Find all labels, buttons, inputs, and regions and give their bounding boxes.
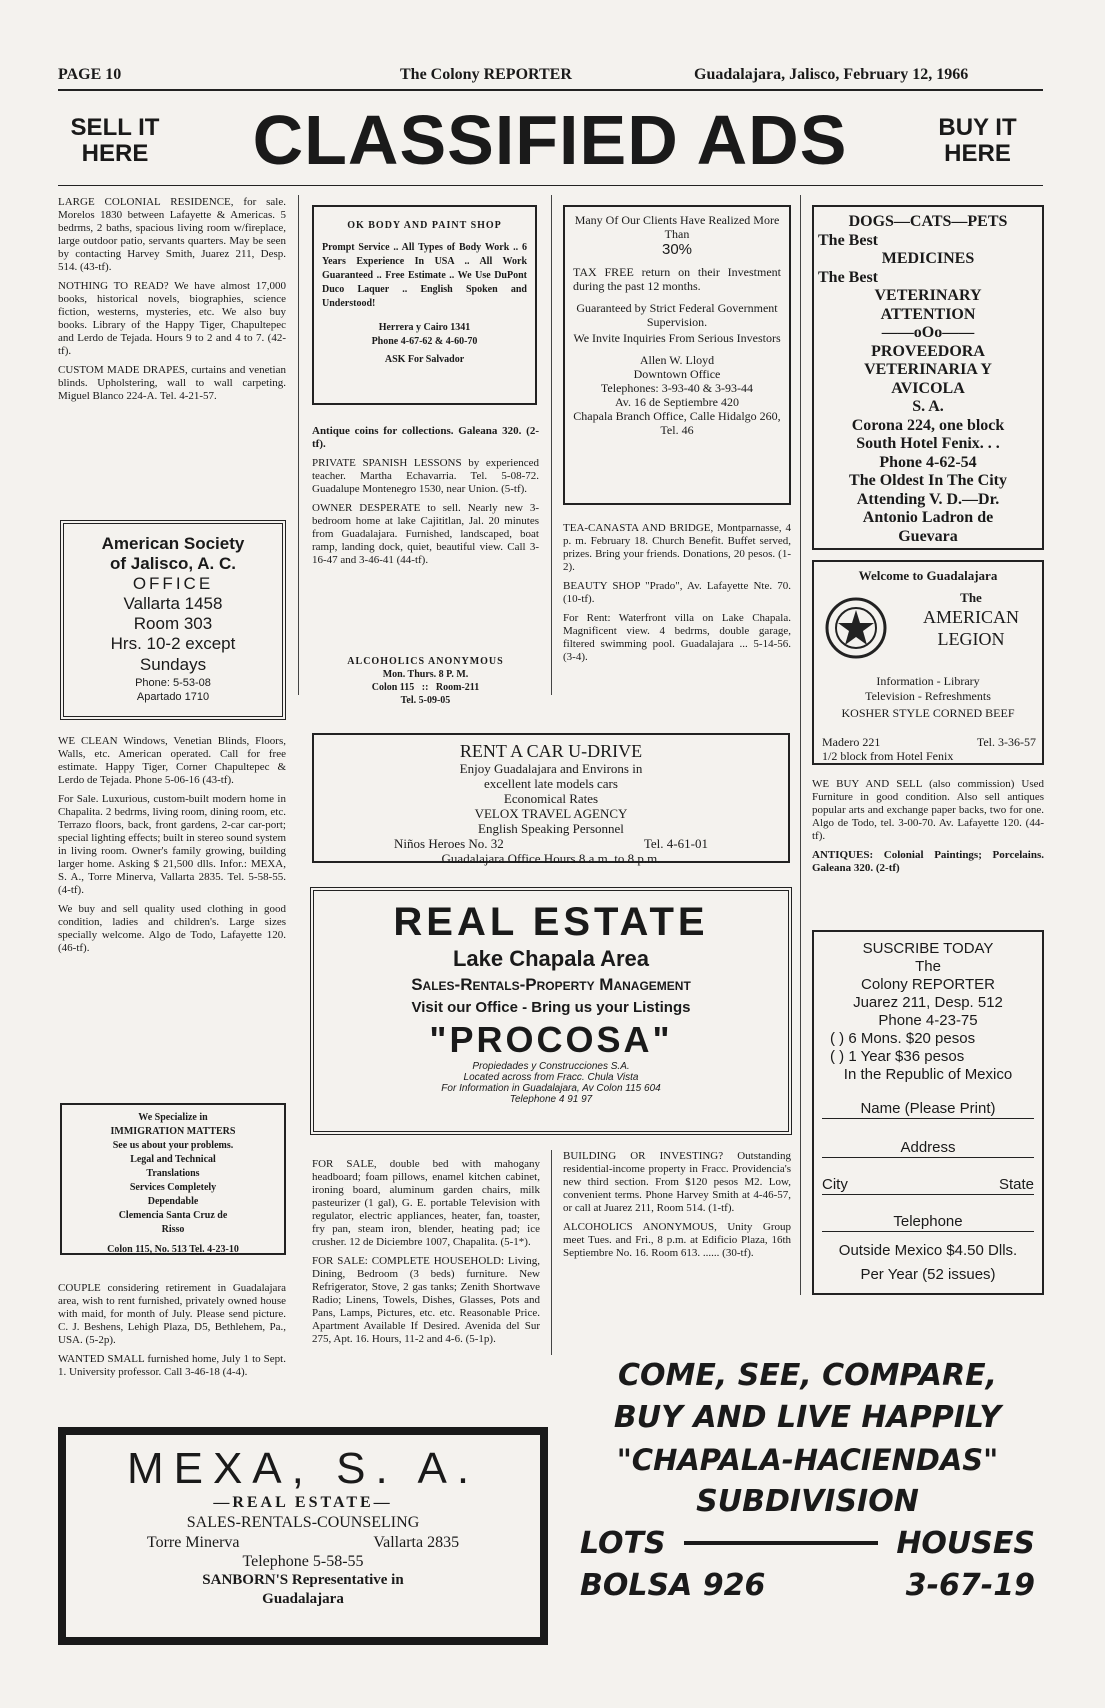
legion-emblem-icon (824, 596, 888, 660)
ad-ok-body-shop: OK BODY AND PAINT SHOP Prompt Service .. All Types of Body Work .. 6 Years Experience In USA .. All Work Guaranteed .. Free Estimate .. We Use DuPont Duco Laquer .. English Spoken and Understood! Herrera y Cairo 1341 Phone 4-67-62 & 4-60-70 ASK For Salvador (312, 205, 537, 405)
ad-for-sale-bed: FOR SALE, double bed with mahogany headboard; foam pillows, enamel kitchen cabinet, ironing board, aluminum garden chairs, milk pasteurizer (1 gal), G. E. portable Television with regulator, electric appliances, heater, fan, toaster, fry pan, steam iron, blender, heating pad; ice crusher. 12 de Diciembre 1007, Chapalita. (5-1*). (312, 1158, 540, 1248)
ad-complete-household: FOR SALE: COMPLETE HOUSEHOLD: Living, Dining, Bedroom (3 beds) furniture. New Refrigerator, Stove, 2 gas tanks; Zenith Shortwave Radio; Linens, Towels, Dishes, Glasses, Pots and Pans, Lamps, Pictures, etc. etc. Reasonable Price. Apartment Available If Desired. Avenida del Sur 275, Apt. 16. Hours, 11-2 and 4-6. (5-1p). (312, 1255, 540, 1345)
ad-colonial-paintings: ANTIQUES: Colonial Paintings; Porcelains. Galeana 320. (2-tf) (812, 849, 1044, 874)
state-field[interactable]: State (998, 1176, 1034, 1193)
ad-buy-sell-furniture: WE BUY AND SELL (also commission) Used Furniture in good condition. Also sell antiques popular arts and exchange paper backs, two for one. Algo de Todo, tel. 3-00-70. Av. Lafayette 120. (44-tf). (812, 778, 1044, 842)
option-6-months[interactable]: ( ) 6 Mons. $20 pesos (830, 1030, 976, 1047)
ad-nothing-to-read: NOTHING TO READ? We have almost 17,000 books, historical novels, biographies, science fiction, westerns, mysteries, etc. We also buy books. Library of the Happy Tiger, Chapultepec and Lerdo de Tejada. Hours 9 to 2 and 4 to 7. (42-tf). (58, 280, 286, 357)
ad-tax-free: Many Of Our Clients Have Realized More Than 30% TAX FREE return on their Investment during the past 12 months. Guaranteed by Strict Federal Government Supervision. We Invite Inquiries From Serious Investors Allen W. Lloyd Downtown Office Telephones: 3-93-40 & 3-93-44 Av. 16 de Septiembre 420 Chapala Branch Office, Calle Hidalgo 260, Tel. 46 (563, 205, 791, 505)
ad-rent-a-car: RENT A CAR U-DRIVE Enjoy Guadalajara and Environs in excellent late models cars Economical Rates VELOX TRAVEL AGENCY English Speaking Personnel Niños Heroes No. 32 Tel. 4-61-01 Guadalajara Office Hours 8 a.m. to 8 p.m. (312, 733, 790, 863)
page-number: PAGE 10 (58, 66, 122, 83)
ad-couple-retirement: COUPLE considering retirement in Guadalajara area, wish to rent furnished, privately owned house with maid, for month of July. Please send picture. C. J. Beshens, Lehigh Plaza, D5, Bethlehem, Pa., USA. (5-2p). (58, 1282, 286, 1346)
ad-american-society: American Society of Jalisco, A. C. OFFICE Vallarta 1458 Room 303 Hrs. 10-2 except Sundays Phone: 5-53-08 Apartado 1710 (60, 520, 286, 720)
ad-alcoholics-unity: ALCOHOLICS ANONYMOUS, Unity Group meet Tues. and Fri., 8 p.m. at Edificio Plaza, 16th Septiembre No. 16. Room 613. ...... (30-tf). (563, 1221, 791, 1259)
ad-procosa: REAL ESTATE Lake Chapala Area Sales-Rentals-Property Management Visit our Office - Bring us your Listings "PROCOSA" Propiedades y Construcciones S.A. Located across from Fracc. Chula Vista For Information in Guadalajara, Av Colon 115 604 Telephone 4 91 97 (310, 887, 792, 1135)
column-4-middle (812, 778, 1044, 881)
column-2-middle (312, 425, 539, 573)
ad-luxurious-home: For Sale. Luxurious, custom-built modern home in Chapalita. 2 bedrms, living room, dining room, etc. Terrazo floors, back, front gardens, 2-car car-port; special lighting effects; built in stereo sound system in living room. Owner's family growing, building larger home. Asking $ 21,500 dlls. Infor.: MEXA, S. A., Torre Minerva, Vallarta 2835. Tel. 5-58-55. (4-tf). (58, 793, 287, 896)
ad-american-legion: Welcome to Guadalajara The AMERICAN LEGION Information - Library Television - Refreshments KOSHER STYLE CORNED BEEF Madero 221 Tel. 3-36-57 1/2 block from Hotel Fenix (812, 560, 1044, 765)
address-field[interactable]: Address (822, 1139, 1034, 1158)
ad-chapala-haciendas: COME, SEE, COMPARE, BUY AND LIVE HAPPILY "CHAPALA-HACIENDAS" SUBDIVISION LOTS HOUSES BOLSA 926 3-67-19 (580, 1358, 1035, 1603)
ad-immigration: We Specialize in IMMIGRATION MATTERS See us about your problems. Legal and Technical Translations Services Completely Dependable Clemencia Santa Cruz de Risso Colon 115, No. 513 Tel. 4-23-10 (60, 1103, 286, 1255)
ad-used-clothing: We buy and sell quality used clothing in good condition, ladies and children's. Large sizes specially welcome. Algo de Todo, Lafayette 120. (46-tf). (58, 903, 286, 954)
sell-it-here: SELL IT HERE (70, 114, 160, 167)
ad-clean-windows: WE CLEAN Windows, Venetian Blinds, Floors, Walls, etc. American operated. Call for free estimate. Happy Tiger, Corner Chapultepec & Lerdo de Tejada. Phone 5-06-16 (43-tf). (58, 735, 286, 786)
ad-antique-coins: Antique coins for collections. Galeana 320. (2-tf). (312, 425, 539, 450)
column-1-bottom (58, 1282, 286, 1385)
ad-mexa: MEXA, S. A. —REAL ESTATE— SALES-RENTALS-COUNSELING Torre Minerva Vallarta 2835 Telephone 5-58-55 SANBORN'S Representative in Guadalajara (58, 1427, 548, 1645)
ad-beauty-shop: BEAUTY SHOP "Prado", Av. Lafayette Nte. 70. (10-tf). (563, 580, 791, 605)
buy-it-here: BUY IT HERE (938, 114, 1017, 167)
ad-rent-villa: For Rent: Waterfront villa on Lake Chapala. Magnificent view. 4 bedrms, double garage, filtered swimming pool. Guadalajara ... 5-14-56. (3-4). (563, 612, 791, 663)
ad-colonial-residence: LARGE COLONIAL RESIDENCE, for sale. Morelos 1830 between Lafayette & Americas. 5 bedrms, 2 baths, spacious living room w/fireplace, large outdoor patio, servants quarters. May be seen by contacting Harvey Smith, Juarez 211, Desp. 514. (43-tf). (58, 196, 286, 273)
column-1-middle (58, 735, 286, 961)
ad-tea-canasta: TEA-CANASTA AND BRIDGE, Montparnasse, 4 p. m. February 18. Church Benefit. Buffet served, prizes. Bring your friends. Donations, 20 pesos. (1-2). (563, 522, 791, 573)
middle-right-ads (563, 1150, 791, 1266)
ad-wanted-small: WANTED SMALL furnished home, July 1 to Sept. 1. University professor. Call 3-46-18 (4-4). (58, 1353, 286, 1378)
dateline: Guadalajara, Jalisco, February 12, 1966 (694, 66, 969, 83)
column-1-top (58, 196, 286, 409)
name-field[interactable]: Name (Please Print) (822, 1100, 1034, 1119)
ad-owner-desperate: OWNER DESPERATE to sell. Nearly new 3-bedroom home at lake Cajititlan, Jal. 20 minutes from Guadalajara. Furnished, landscaped, boat ramp, landing dock, quiet, beautiful view. Call 3-16-47 and 3-46-41 (44-tf). (312, 502, 539, 566)
ad-custom-drapes: CUSTOM MADE DRAPES, curtains and venetian blinds. Upholstering, wall to wall carpeting. Miguel Blanco 224-A. Tel. 4-21-57. (58, 364, 286, 402)
classified-ads-title: CLASSIFIED ADS (252, 101, 848, 179)
telephone-field[interactable]: Telephone (822, 1213, 1034, 1232)
ad-spanish-lessons: PRIVATE SPANISH LESSONS by experienced teacher. Martha Echavarria. Tel. 5-08-72. Guadalupe Montenegro 1530, near Union. (5-tf). (312, 457, 539, 495)
ad-alcoholics-anonymous: ALCOHOLICS ANONYMOUS Mon. Thurs. 8 P. M. Colon 115 :: Room-211 Tel. 5-09-05 (347, 656, 504, 706)
ad-veterinary: DOGS—CATS—PETS The Best MEDICINES The Best VETERINARY ATTENTION ——oOo—— PROVEEDORA VETERINARIA Y AVICOLA S. A. Corona 224, one block South Hotel Fenix. . . Phone 4-62-54 The Oldest In The City Attending V. D.—Dr. Antonio Ladron de Guevara (812, 205, 1044, 550)
subscription-form: SUSCRIBE TODAY The Colony REPORTER Juarez 211, Desp. 512 Phone 4-23-75 ( ) 6 Mons. $20 pesos ( ) 1 Year $36 pesos In the Republic of Mexico Name (Please Print) Address City State Telephone Outside Mexico $4.50 Dlls. Per Year (52 issues) (812, 930, 1044, 1295)
ad-building-investing: BUILDING OR INVESTING? Outstanding residential-income property in Fracc. Providencia's new third section. From $120 pesos M2. Low, convenient terms. Phone Harvey Smith at 4-46-57, or call at Juarez 211, Room 514. (1-tf). (563, 1150, 791, 1214)
option-1-year[interactable]: ( ) 1 Year $36 pesos (830, 1048, 965, 1065)
city-field[interactable]: City (822, 1176, 848, 1193)
newspaper-name: The Colony REPORTER (400, 66, 572, 83)
column-3-middle (563, 522, 791, 670)
middle-left-ads (312, 1158, 540, 1352)
